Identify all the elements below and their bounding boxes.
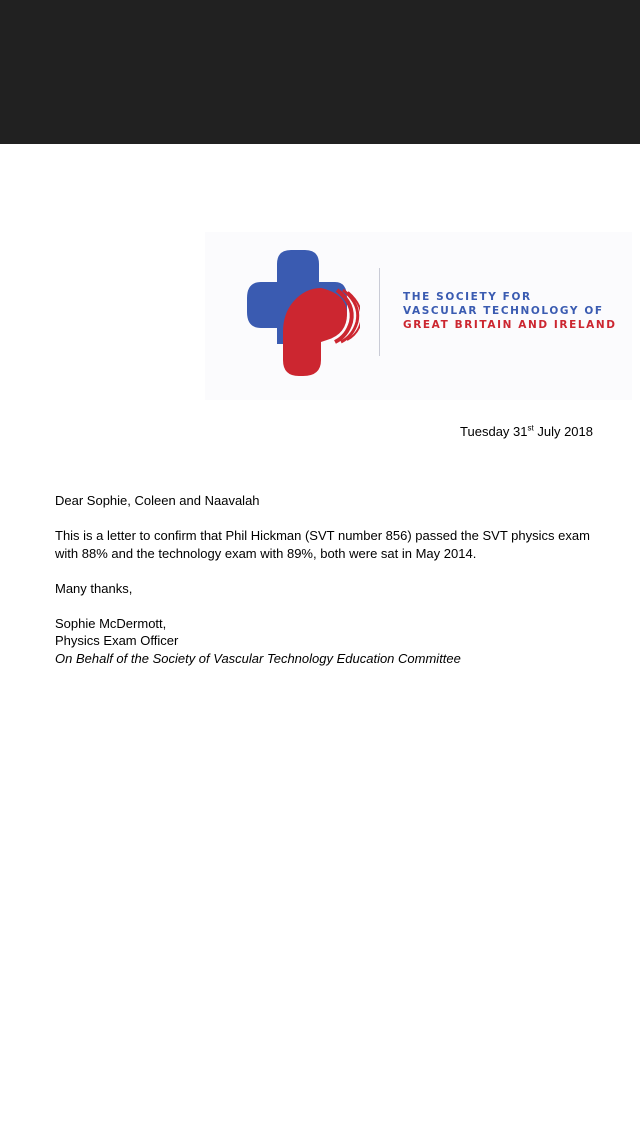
date-suffix: st	[527, 423, 534, 433]
letter-date	[460, 424, 593, 439]
organisation-name	[403, 290, 617, 332]
signatory-name: Sophie McDermott,	[55, 615, 167, 631]
letterhead-divider	[379, 268, 380, 356]
letterhead	[205, 232, 632, 400]
org-line-1: THE SOCIETY FOR	[403, 291, 532, 303]
top-bar	[0, 0, 640, 144]
signatory-title: Physics Exam Officer	[55, 633, 179, 648]
closing: Many thanks,	[55, 580, 133, 596]
salutation: Dear Sophie, Coleen and Naavalah	[55, 493, 260, 508]
letter-body	[55, 492, 595, 667]
signatory-behalf: On Behalf of the Society of Vascular Technology Education Committee	[55, 650, 461, 666]
date-prefix: Tuesday 31	[460, 424, 528, 439]
org-line-2: VASCULAR TECHNOLOGY OF	[403, 305, 604, 317]
letter-paragraph: This is a letter to confirm that Phil Hickman (SVT number 856) passed the SVT physics exam with 88% and the technology exam with 89%, both were sat in May 2014.	[55, 528, 590, 561]
document-page[interactable]	[0, 144, 640, 1136]
org-line-3: GREAT BRITAIN AND IRELAND	[403, 319, 617, 331]
signature-block	[55, 615, 595, 668]
svt-logo-icon	[225, 242, 360, 382]
date-rest: July 2018	[533, 424, 593, 439]
